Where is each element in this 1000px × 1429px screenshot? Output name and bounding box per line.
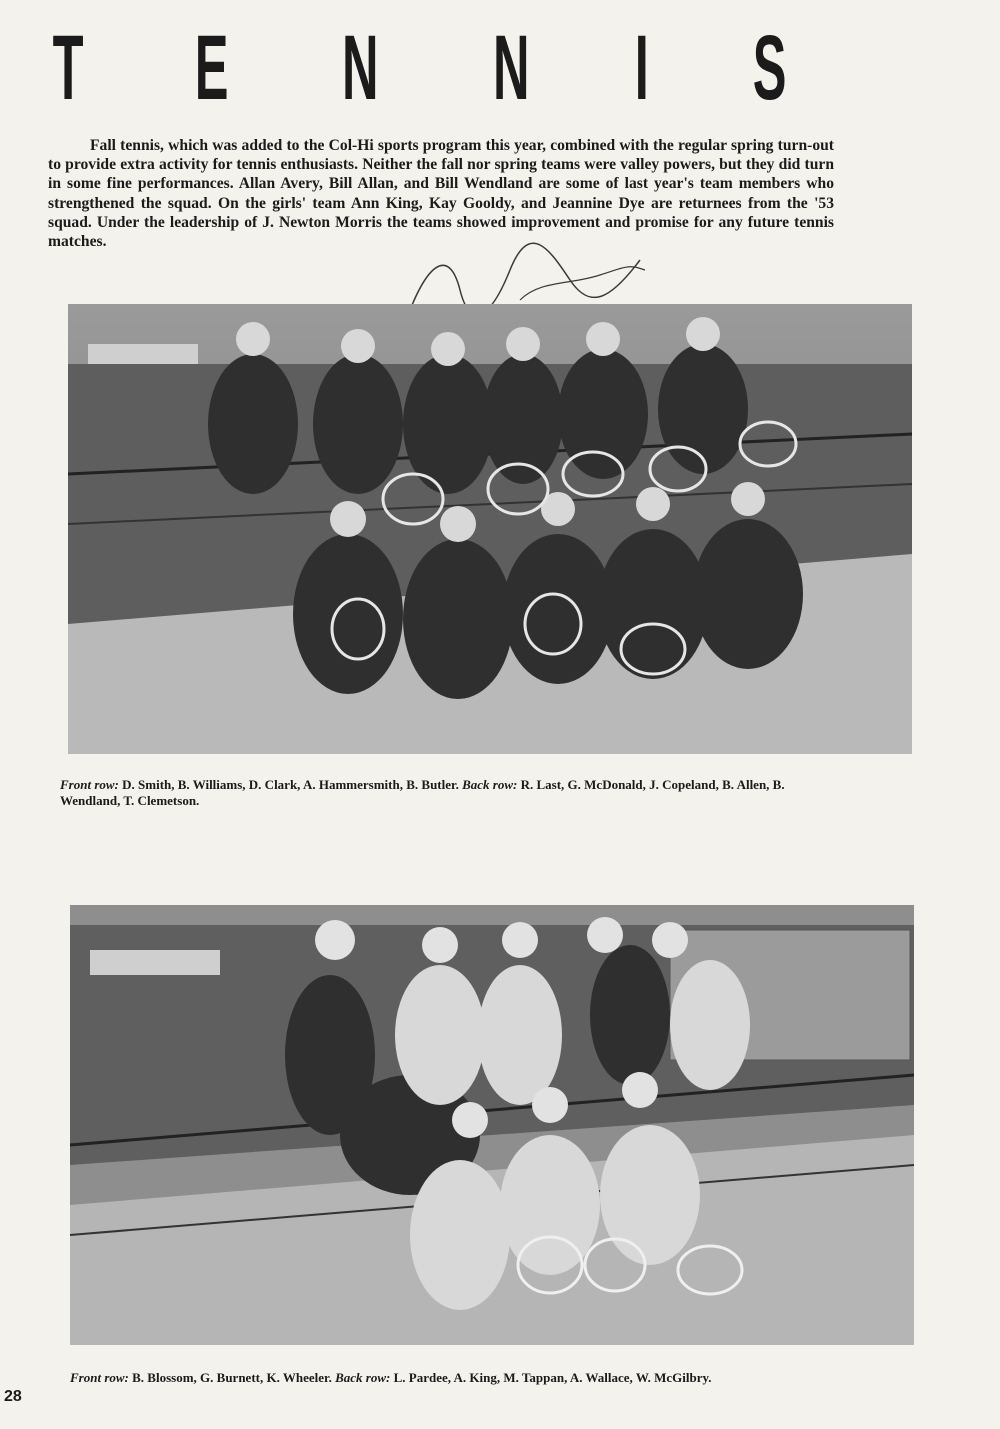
back-row-label: Back row:: [462, 777, 518, 792]
back-row-names: L. Pardee, A. King, M. Tappan, A. Wallace, W. McGilbry.: [393, 1370, 712, 1385]
heading-letter: N: [341, 17, 379, 119]
intro-paragraph: Fall tennis, which was added to the Col-Hi sports program this year, combined with the regular spring turn-out to provide extra activity for tennis enthusiasts. Neither the fall nor spring teams were valley powers, but they did turn in some fine performances. Allan Avery, Bill Allan, and Bill Wendland are some of last year's team members who strengthened the squad. On the girls' team Ann King, Kay Gooldy, and Jeannine Dye are returnees from the '53 squad. Under the leadership of J. Newton Morris the teams showed improvement and promise for any future tennis matches.: [48, 137, 834, 251]
girls-photo-caption: [70, 1370, 840, 1386]
page-heading: [40, 17, 800, 119]
heading-letter: S: [752, 17, 787, 119]
heading-letter: I: [634, 17, 649, 119]
heading-letter: N: [492, 17, 530, 119]
boys-photo-caption: [60, 777, 830, 809]
heading-letter: T: [52, 17, 84, 119]
page-number: 28: [4, 1388, 22, 1405]
front-row-names: B. Blossom, G. Burnett, K. Wheeler.: [132, 1370, 332, 1385]
front-row-label: Front row:: [60, 777, 119, 792]
heading-letter: E: [194, 17, 229, 119]
boys-team-photo: [68, 304, 912, 754]
back-row-label: Back row:: [335, 1370, 391, 1385]
girls-team-photo: [70, 905, 914, 1345]
front-row-names: D. Smith, B. Williams, D. Clark, A. Hammersmith, B. Butler.: [122, 777, 459, 792]
back-row-names: R. Last, G. McDonald, J. Copeland, B. Allen, B. Wendland, T. Clemetson.: [60, 777, 785, 808]
front-row-label: Front row:: [70, 1370, 129, 1385]
